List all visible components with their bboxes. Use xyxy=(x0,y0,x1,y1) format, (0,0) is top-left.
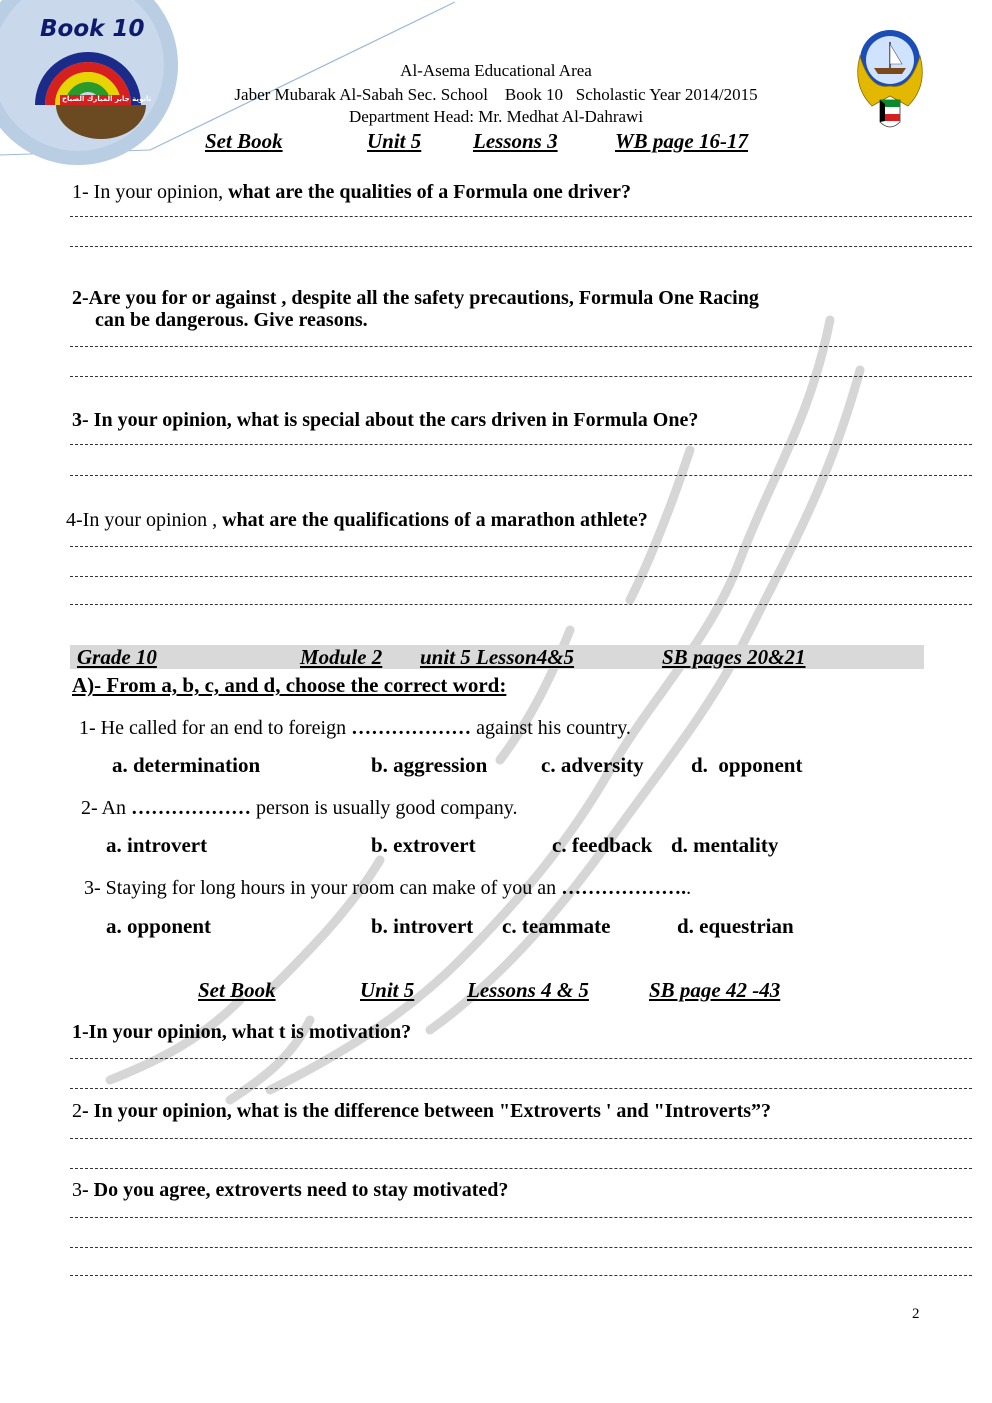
section2-heading-module: Module 2 xyxy=(300,645,383,669)
mcq-1-option-a[interactable]: a. determination xyxy=(112,753,261,777)
answer-line[interactable] xyxy=(70,1217,972,1218)
mcq-1-option-c[interactable]: c. adversity xyxy=(541,753,644,777)
section3-heading-unit: Unit 5 xyxy=(360,978,415,1002)
section3-question-1: 1-In your opinion, what t is motivation? xyxy=(72,1021,412,1043)
section1-question-2: 2-Are you for or against , despite all the safety precautions, Formula One Racing xyxy=(72,287,759,309)
mcq-2-option-d[interactable]: d. mentality xyxy=(671,833,779,857)
section3-heading-setbook: Set Book xyxy=(198,978,276,1002)
header-school-line: Jaber Mubarak Al-Sabah Sec. School Book 10 Scholastic Year 2014/2015 xyxy=(234,85,758,104)
page-number: 2 xyxy=(912,1306,920,1322)
mcq-2-option-a[interactable]: a. introvert xyxy=(106,833,208,857)
section1-heading-setbook: Set Book xyxy=(205,129,283,153)
section1-question-4: 4-In your opinion , what are the qualifications of a marathon athlete? xyxy=(66,509,648,531)
answer-line[interactable] xyxy=(70,1088,972,1089)
section2-heading-pages: SB pages 20&21 xyxy=(662,645,806,669)
mcq-3-option-b[interactable]: b. introvert xyxy=(371,914,474,938)
header-area-line: Al-Asema Educational Area xyxy=(400,61,592,80)
section1-question-3: 3- In your opinion, what is special about the cars driven in Formula One? xyxy=(72,409,699,431)
mcq-item-2: 2- An ……………… person is usually good company. xyxy=(81,797,518,819)
section1-heading-page: WB page 16-17 xyxy=(615,129,748,153)
answer-line[interactable] xyxy=(70,576,972,577)
answer-line[interactable] xyxy=(70,1168,972,1169)
mcq-2-option-b[interactable]: b. extrovert xyxy=(371,833,476,857)
section1-question-1: 1- In your opinion, what are the qualities of a Formula one driver? xyxy=(72,181,632,203)
answer-line[interactable] xyxy=(70,376,972,377)
mcq-item-3: 3- Staying for long hours in your room can make of you an ……………….. xyxy=(84,877,692,899)
section1-heading-lessons: Lessons 3 xyxy=(473,129,558,153)
section1-question-2-cont: can be dangerous. Give reasons. xyxy=(95,309,368,331)
mcq-1-option-b[interactable]: b. aggression xyxy=(371,753,488,777)
answer-line[interactable] xyxy=(70,1275,972,1276)
section3-question-2: 2- In your opinion, what is the difference between "Extroverts ' and "Introverts”? xyxy=(72,1100,772,1122)
section2-instruction: A)- From a, b, c, and d, choose the correct word: xyxy=(72,673,507,697)
answer-line[interactable] xyxy=(70,216,972,217)
section2-heading-unit: unit 5 Lesson4&5 xyxy=(420,645,575,669)
section3-heading-page: SB page 42 -43 xyxy=(649,978,781,1002)
section2-heading-grade: Grade 10 xyxy=(77,645,157,669)
mcq-2-option-c[interactable]: c. feedback xyxy=(552,833,653,857)
section3-question-3: 3- Do you agree, extroverts need to stay motivated? xyxy=(72,1179,509,1201)
answer-line[interactable] xyxy=(70,246,972,247)
answer-line[interactable] xyxy=(70,346,972,347)
answer-line[interactable] xyxy=(70,546,972,547)
mcq-3-option-c[interactable]: c. teammate xyxy=(502,914,611,938)
answer-line[interactable] xyxy=(70,1058,972,1059)
section3-heading-lessons: Lessons 4 & 5 xyxy=(467,978,589,1002)
header-department-line: Department Head: Mr. Medhat Al-Dahrawi xyxy=(348,107,644,126)
badge-school-name: ثانوية جابر المبارك الصباح xyxy=(62,95,152,103)
mcq-3-option-a[interactable]: a. opponent xyxy=(106,914,212,938)
mcq-item-1: 1- He called for an end to foreign ……………… against his country. xyxy=(79,717,631,739)
mcq-1-option-d[interactable]: d. opponent xyxy=(691,753,803,777)
section1-heading-unit: Unit 5 xyxy=(367,129,422,153)
badge-title: Book 10 xyxy=(40,16,145,42)
answer-line[interactable] xyxy=(70,1138,972,1139)
answer-line[interactable] xyxy=(70,444,972,445)
answer-line[interactable] xyxy=(70,604,972,605)
answer-line[interactable] xyxy=(70,475,972,476)
answer-line[interactable] xyxy=(70,1247,972,1248)
mcq-3-option-d[interactable]: d. equestrian xyxy=(677,914,794,938)
